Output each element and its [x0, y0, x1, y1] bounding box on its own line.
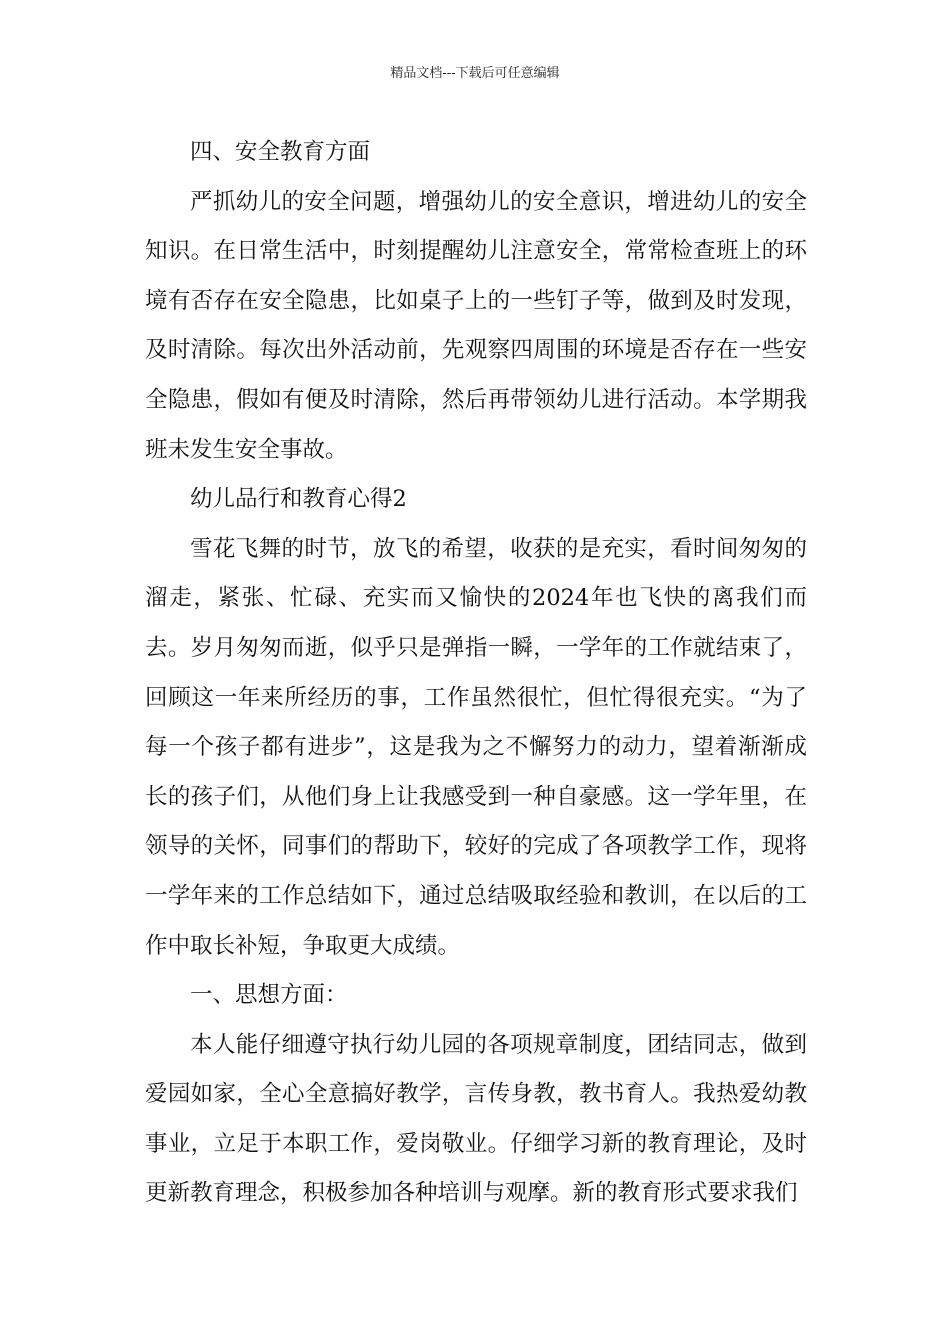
paragraph-thought-details: 本人能仔细遵守执行幼儿园的各项规章制度，团结同志，做到爱园如家，全心全意搞好教学，言传身教，教书育人。我热爱幼教事业，立足于本职工作，爱岗敬业。仔细学习新的教育理论，及时更新教育理念，积极参加各种培训与观摩。新的教育形式要求我们: [145, 1031, 807, 1207]
section-heading-safety-education: 四、安全教育方面: [190, 139, 371, 165]
article-title-2: 幼儿品行和教育心得2: [190, 486, 407, 513]
page-header: 精品文档---下载后可任意编辑: [390, 66, 560, 81]
section-heading-thought: 一、思想方面：: [190, 982, 348, 1009]
paragraph-year-review: 雪花飞舞的时节，放飞的希望，收获的是充实，看时间匆匆的溜走，紧张、忙碌、充实而又愉快的2024年也飞快的离我们而去。岁月匆匆而逝，似乎只是弹指一瞬，一学年的工作就结束了，回顾这一年来所经历的事，工作虽然很忙，但忙得很充实。“为了每一个孩子都有进步”，这是我为之不懈努力的动力，望着渐渐成长的孩子们，从他们身上让我感受到一种自豪感。这一学年里，在领导的关怀，同事们的帮助下，较好的完成了各项教学工作，现将一学年来的工作总结如下，通过总结吸取经验和教训，在以后的工作中取长补短，争取更大成绩。: [145, 535, 807, 959]
document-body: [145, 128, 807, 1219]
paragraph-safety-details: 严抓幼儿的安全问题，增强幼儿的安全意识，增进幼儿的安全知识。在日常生活中，时刻提醒幼儿注意安全，常常检查班上的环境有否存在安全隐患，比如桌子上的一些钉子等，做到及时发现，及时清除。每次出外活动前，先观察四周围的环境是否存在一些安全隐患，假如有便及时清除，然后再带领幼儿进行活动。本学期我班未发生安全事故。: [145, 188, 807, 463]
